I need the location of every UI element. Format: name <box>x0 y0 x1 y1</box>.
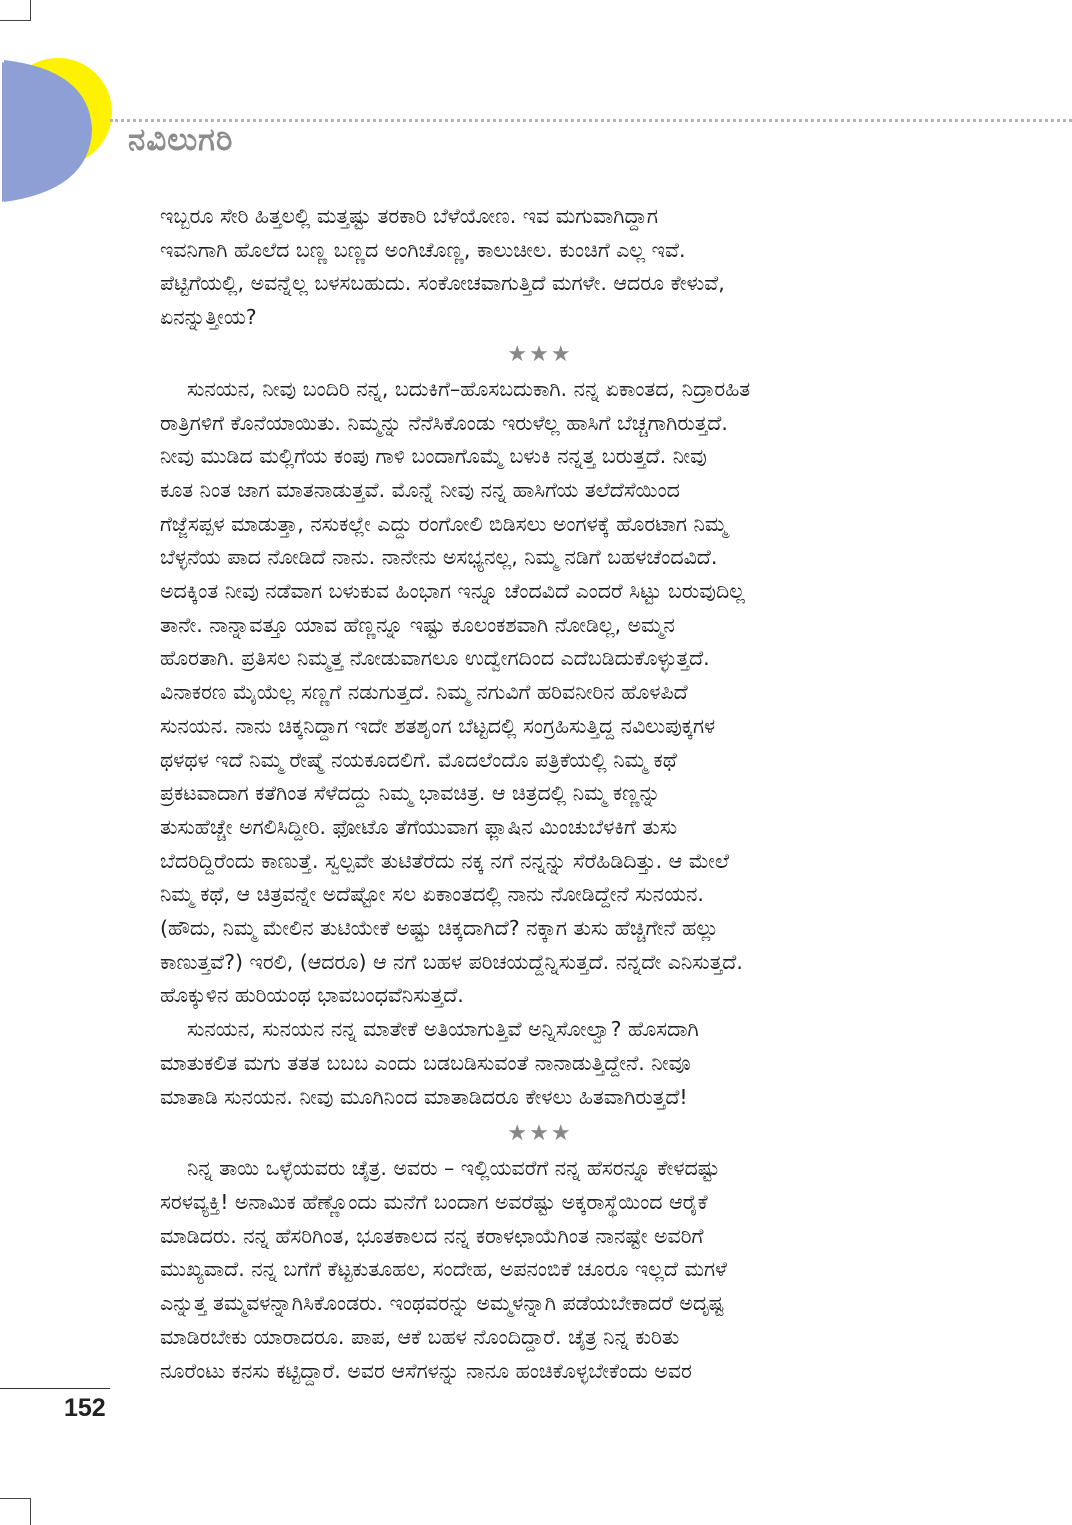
section-break-stars: ★★★ <box>507 1121 573 1147</box>
running-header-title: ನವಿಲುಗರಿ <box>128 122 234 158</box>
decorative-circles <box>0 50 120 210</box>
crop-mark-top <box>30 0 31 20</box>
crop-mark-bottom <box>30 1498 31 1525</box>
crop-mark-top-h <box>0 20 31 21</box>
paragraph-3: ಸುನಯನ, ಸುನಯನ ನನ್ನ ಮಾತೇಕೆ ಅತಿಯಾಗುತ್ತಿವೆ ಅನ್ನಿಸೋಲ್ವಾ? ಹೊಸದಾಗಿ ಮಾತುಕಲಿತ ಮಗು ತತತ ಬಬಬ ಎಂದು ಬಡಬಡಿಸುವಂತೆ ನಾನಾಡುತ್ತಿದ್ದೇನೆ. ನೀವೂ ಮಾತಾಡಿ ಸುನಯನ. ನೀವು ಮೂಗಿನಿಂದ ಮಾತಾಡಿದರೂ ಕೇಳಲು ಹಿತವಾಗಿರುತ್ತದೆ! <box>160 1017 699 1109</box>
page-number: 152 <box>64 1394 106 1422</box>
paragraph-2: ಸುನಯನ, ನೀವು ಬಂದಿರಿ ನನ್ನ, ಬದುಕಿಗೆ–ಹೊಸಬದುಕಾಗಿ. ನನ್ನ ಏಕಾಂತದ, ನಿದ್ರಾರಹಿತ ರಾತ್ರಿಗಳಿಗೆ ಕೊನೆಯಾಯಿತು. ನಿಮ್ಮನ್ನು ನೆನೆಸಿಕೊಂಡು ಇರುಳೆಲ್ಲ ಹಾಸಿಗೆ ಬೆಚ್ಚಗಾಗಿರುತ್ತದೆ. ನೀವು ಮುಡಿದ ಮಲ್ಲಿಗೆಯ ಕಂಪು ಗಾಳಿ ಬಂದಾಗೊಮ್ಮೆ ಬಳುಕಿ ನನ್ನತ್ತ ಬರುತ್ತದೆ. ನೀವು ಕೂತ ನಿಂತ ಜಾಗ ಮಾತನಾಡುತ್ತವೆ. ಮೊನ್ನೆ ನೀವು ನನ್ನ ಹಾಸಿಗೆಯ ತಲೆದೆಸೆಯಿಂದ ಗೆಜ್ಜೆಸಪ್ಪಳ ಮಾಡುತ್ತಾ, ನಸುಕಲ್ಲೇ ಎದ್ದು ರಂಗೋಲಿ ಬಿಡಿಸಲು ಅಂಗಳಕ್ಕೆ ಹೊರಟಾಗ ನಿಮ್ಮ ಬೆಳ್ಳನೆಯ ಪಾದ ನೋಡಿದೆ ನಾನು. ನಾನೇನು ಅಸಭ್ಯನಲ್ಲ, ನಿಮ್ಮ ನಡಿಗೆ ಬಹಳಚೆಂದವಿದೆ. ಅದಕ್ಕಿಂತ ನೀವು ನಡೆವಾಗ ಬಳುಕುವ ಹಿಂಭಾಗ ಇನ್ನೂ ಚೆಂದವಿದೆ ಎಂದರೆ ಸಿಟ್ಟು ಬರುವುದಿಲ್ಲ ತಾನೇ. ನಾನ್ನಾವತ್ತೂ ಯಾವ ಹೆಣ್ಣನ್ನೂ ಇಷ್ಟು ಕೂಲಂಕಶವಾಗಿ ನೋಡಿಲ್ಲ, ಅಮ್ಮನ ಹೊರತಾಗಿ. ಪ್ರತಿಸಲ ನಿಮ್ಮತ್ತ ನೋಡುವಾಗಲೂ ಉದ್ವೇಗದಿಂದ ಎದೆಬಡಿದುಕೊಳ್ಳುತ್ತದೆ. ವಿನಾಕರಣ ಮೈಯೆಲ್ಲ ಸಣ್ಣಗೆ ನಡುಗುತ್ತದೆ. ನಿಮ್ಮ ನಗುವಿಗೆ ಹರಿವನೀರಿನ ಹೊಳಪಿದೆ ಸುನಯನ. ನಾನು ಚಿಕ್ಕನಿದ್ದಾಗ ಇದೇ ಶತಶೃಂಗ ಬೆಟ್ಟದಲ್ಲಿ ಸಂಗ್ರಹಿಸುತ್ತಿದ್ದ ನವಿಲುಪುಕ್ಕಗಳ ಥಳಥಳ ಇದೆ ನಿಮ್ಮ ರೇಷ್ಮೆ ನಯಕೂದಲಿಗೆ. ಮೊದಲೆಂದೊ ಪತ್ರಿಕೆಯಲ್ಲಿ ನಿಮ್ಮ ಕಥೆ ಪ್ರಕಟವಾದಾಗ ಕತೆಗಿಂತ ಸೆಳೆದದ್ದು ನಿಮ್ಮ ಭಾವಚಿತ್ರ. ಆ ಚಿತ್ರದಲ್ಲಿ ನಿಮ್ಮ ಕಣ್ಣನ್ನು ತುಸುಹೆಚ್ಚೇ ಅಗಲಿಸಿದ್ದೀರಿ. ಫೋಟೊ ತೆಗೆಯುವಾಗ ಫ್ಲಾಷಿನ ಮಿಂಚುಬೆಳಕಿಗೆ ತುಸು ಬೆದರಿದ್ದಿರೆಂದು ಕಾಣುತ್ತೆ. ಸ್ವಲ್ಪವೇ ತುಟಿತೆರೆದು ನಕ್ಕ ನಗೆ ನನ್ನನ್ನು ಸೆರೆಹಿಡಿದಿತ್ತು. ಆ ಮೇಲೆ ನಿಮ್ಮ ಕಥೆ, ಆ ಚಿತ್ರವನ್ನೇ ಅದೆಷ್ಟೋ ಸಲ ಏಕಾಂತದಲ್ಲಿ ನಾನು ನೋಡಿದ್ದೇನೆ ಸುನಯನ. (ಹೌದು, ನಿಮ್ಮ ಮೇಲಿನ ತುಟಿಯೇಕೆ ಅಷ್ಟು ಚಿಕ್ಕದಾಗಿದೆ? ನಕ್ಕಾಗ ತುಸು ಹೆಚ್ಚಿಗೇನೆ ಹಲ್ಲು ಕಾಣುತ್ತವೆ?) ಇರಲಿ, (ಆದರೂ) ಆ ನಗೆ ಬಹಳ ಪರಿಚಯದ್ದೆನ್ನಿಸುತ್ತದೆ. ನನ್ನದೇ ಎನಿಸುತ್ತದೆ. ಹೊಕ್ಕುಳಿನ ಹುರಿಯಂಥ ಭಾವಬಂಧವೆನಿಸುತ್ತದೆ. <box>160 376 751 1008</box>
page-number-rule <box>0 1388 110 1389</box>
crop-mark-bottom-h <box>0 1498 31 1499</box>
paragraph-1: ಇಬ್ಬರೂ ಸೇರಿ ಹಿತ್ತಲಲ್ಲಿ ಮತ್ತಷ್ಟು ತರಕಾರಿ ಬೆಳೆಯೋಣ. ಇವ ಮಗುವಾಗಿದ್ದಾಗ ಇವನಿಗಾಗಿ ಹೊಲೆದ ಬಣ್ಣ ಬಣ್ಣದ ಅಂಗಿಚೊಣ್ಣ, ಕಾಲುಚೀಲ. ಕುಂಚಿಗೆ ಎಲ್ಲ ಇವೆ. ಪೆಟ್ಟಿಗೆಯಲ್ಲಿ, ಅವನ್ನೆಲ್ಲ ಬಳಸಬಹುದು. ಸಂಕೋಚವಾಗುತ್ತಿದೆ ಮಗಳೇ. ಆದರೂ ಕೇಳುವೆ, ಏನನ್ನುತ್ತೀಯ? <box>160 204 725 330</box>
body-text <box>160 200 920 1388</box>
header-dotted-rule <box>110 119 1072 122</box>
paragraph-4: ನಿನ್ನ ತಾಯಿ ಒಳ್ಳೆಯವರು ಚೈತ್ರ. ಅವರು – ಇಲ್ಲಿಯವರೆಗೆ ನನ್ನ ಹೆಸರನ್ನೂ ಕೇಳದಷ್ಟು ಸರಳವ್ಯಕ್ತಿ! ಅನಾಮಿಕ ಹೆಣ್ಣೊಂದು ಮನೆಗೆ ಬಂದಾಗ ಅವರೆಷ್ಟು ಅಕ್ಕರಾಸ್ಥೆಯಿಂದ ಆರೈಕೆ ಮಾಡಿದರು. ನನ್ನ ಹೆಸರಿಗಿಂತ, ಭೂತಕಾಲದ ನನ್ನ ಕರಾಳಛಾಯೆಗಿಂತ ನಾನಷ್ಟೇ ಅವರಿಗೆ ಮುಖ್ಯವಾದೆ. ನನ್ನ ಬಗೆಗೆ ಕೆಟ್ಟಕುತೂಹಲ, ಸಂದೇಹ, ಅಪನಂಬಿಕೆ ಚೂರೂ ಇಲ್ಲದೆ ಮಗಳೆ ಎನ್ನುತ್ತ ತಮ್ಮವಳನ್ನಾಗಿಸಿಕೊಂಡರು. ಇಂಥವರನ್ನು ಅಮ್ಮಳನ್ನಾಗಿ ಪಡೆಯಬೇಕಾದರೆ ಅದೃಷ್ಟ ಮಾಡಿರಬೇಕು ಯಾರಾದರೂ. ಪಾಪ, ಆಕೆ ಬಹಳ ನೊಂದಿದ್ದಾರೆ. ಚೈತ್ರ ನಿನ್ನ ಕುರಿತು ನೂರೆಂಟು ಕನಸು ಕಟ್ಟಿದ್ದಾರೆ. ಅವರ ಆಸೆಗಳನ್ನು ನಾನೂ ಹಂಚಿಕೊಳ್ಳಬೇಕೆಂದು ಅವರ <box>160 1156 727 1383</box>
section-break-stars: ★★★ <box>507 341 573 367</box>
